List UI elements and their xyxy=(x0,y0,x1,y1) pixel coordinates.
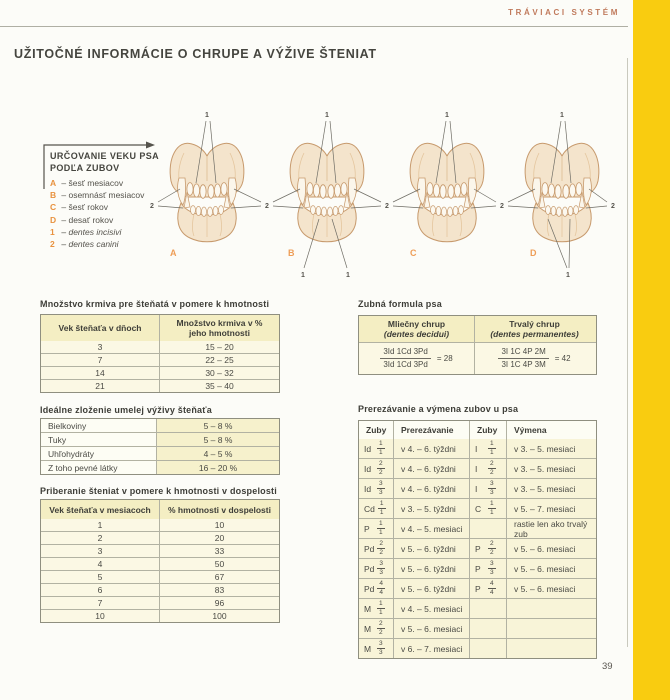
legend-item xyxy=(50,177,144,189)
tooth-upper-count: 3 xyxy=(377,641,385,650)
eruption-header-prerezavanie: Prerezávanie xyxy=(393,421,469,439)
nutrient-cell: Z toho pevné látky xyxy=(41,461,156,474)
eruption-time-cell: v 5. – 6. mesiaci xyxy=(393,619,469,638)
tooth-upper-count: 1 xyxy=(377,521,385,530)
table-row xyxy=(41,609,279,622)
jaw-illustrations xyxy=(140,105,630,285)
weight-percent-cell: 20 xyxy=(159,532,279,544)
tooth-lower-count: 1 xyxy=(379,509,384,516)
tooth-upper-count: 1 xyxy=(377,601,385,610)
eruption-time-cell: v 6. – 7. mesiaci xyxy=(393,639,469,658)
milk-formula-lower: 3Id 1Cd 3Pd xyxy=(383,360,428,369)
permanent-tooth-cell xyxy=(469,479,506,498)
permanent-teeth-header-line2: (dentes permanentes) xyxy=(490,329,579,339)
tooth-symbol: Id xyxy=(364,463,372,474)
legend-title-line1: URČOVANIE VEKU PSA xyxy=(50,151,160,161)
weight-percent-cell: 50 xyxy=(159,558,279,570)
feeding-table-header xyxy=(41,315,279,341)
weight-percent-cell: 33 xyxy=(159,545,279,557)
permanent-teeth-header-line1: Trvalý chrup xyxy=(509,319,560,329)
composition-table xyxy=(40,418,280,475)
jaw-label-c: C xyxy=(410,248,418,258)
eruption-header-vymena: Výmena xyxy=(506,421,594,439)
tooth-lower-count: 4 xyxy=(379,589,384,596)
change-time-cell: v 5. – 7. mesiaci xyxy=(506,499,594,518)
growth-table-body xyxy=(41,519,279,622)
milk-tooth-cell xyxy=(359,519,393,538)
tooth-lower-count: 2 xyxy=(490,549,494,556)
tooth-lower-count: 3 xyxy=(379,649,383,656)
table-row xyxy=(359,638,596,658)
weight-percent-cell: 10 xyxy=(159,519,279,531)
tooth-upper-count: 1 xyxy=(377,441,385,450)
age-months-cell: 3 xyxy=(97,546,103,556)
permanent-tooth-cell xyxy=(469,459,506,478)
tooth-upper-count: 2 xyxy=(377,621,385,630)
milk-tooth-cell xyxy=(359,579,393,598)
callout-2: 2 xyxy=(385,203,389,210)
tooth-symbol: Pd xyxy=(364,563,375,574)
table-row xyxy=(41,341,279,353)
tooth-upper-count: 2 xyxy=(488,541,496,550)
table-row xyxy=(41,531,279,544)
age-months-cell: 1 xyxy=(97,520,103,530)
callout-2: 2 xyxy=(150,203,154,210)
jaw-label-d: D xyxy=(530,248,538,258)
permanent-tooth-cell xyxy=(469,579,506,598)
table-row xyxy=(359,458,596,478)
callout-1: 1 xyxy=(205,112,209,119)
eruption-header-zuby2: Zuby xyxy=(469,421,506,439)
milk-formula-upper: 3Id 1Cd 3Pd xyxy=(380,347,430,359)
page-title: UŽITOČNÉ INFORMÁCIE O CHRUPE A VÝŽIVE ŠTENIAT xyxy=(14,47,377,61)
milk-tooth-cell xyxy=(359,559,393,578)
feeding-col2-header: Množstvo krmiva v % jeho hmotnosti xyxy=(159,315,279,341)
change-time-cell: v 3. – 5. mesiaci xyxy=(506,479,594,498)
tooth-lower-count: 1 xyxy=(379,529,383,536)
age-days-cell: 7 xyxy=(97,355,103,365)
callout-1: 1 xyxy=(566,272,570,279)
tooth-symbol: Pd xyxy=(364,543,375,554)
permanent-formula-total: = 42 xyxy=(554,354,571,363)
jaw-label-b: B xyxy=(288,248,296,258)
tooth-symbol: P xyxy=(475,583,481,594)
header-rule xyxy=(0,26,628,27)
age-months-cell: 7 xyxy=(97,598,103,608)
change-time-cell: v 3. – 5. mesiaci xyxy=(506,439,594,458)
milk-teeth-header xyxy=(359,316,474,342)
tooth-upper-count: 3 xyxy=(377,481,385,490)
tooth-symbol: I xyxy=(475,463,478,474)
weight-percent-cell: 100 xyxy=(159,610,279,622)
table-row xyxy=(359,498,596,518)
milk-tooth-cell xyxy=(359,539,393,558)
section-header: TRÁVIACI SYSTÉM xyxy=(508,8,620,17)
change-time-cell: v 5. – 6. mesiaci xyxy=(506,559,594,578)
tooth-upper-count: 3 xyxy=(377,561,385,570)
callout-1: 1 xyxy=(560,112,564,119)
eruption-time-cell: v 5. – 6. týždni xyxy=(393,579,469,598)
eruption-time-cell: v 4. – 5. mesiaci xyxy=(393,599,469,618)
legend-items xyxy=(50,177,144,250)
change-time-cell: v 5. – 6. mesiaci xyxy=(506,539,594,558)
table-row xyxy=(41,557,279,570)
eruption-time-cell: v 5. – 6. týždni xyxy=(393,559,469,578)
permanent-tooth-cell xyxy=(469,439,506,458)
change-time-cell xyxy=(506,599,594,618)
amount-cell: 30 – 32 xyxy=(159,367,279,379)
eruption-time-cell: v 4. – 5. mesiaci xyxy=(393,519,469,538)
milk-tooth-cell xyxy=(359,499,393,518)
milk-teeth-header-line2: (dentes decidui) xyxy=(383,329,450,339)
tooth-lower-count: 2 xyxy=(379,469,383,476)
age-months-cell: 5 xyxy=(97,572,103,582)
eruption-table xyxy=(358,420,597,659)
weight-percent-cell: 67 xyxy=(159,571,279,583)
tooth-symbol: C xyxy=(475,503,482,514)
tooth-lower-count: 1 xyxy=(490,509,494,516)
legend-item-label: – šesť mesiacov xyxy=(61,178,124,188)
tooth-upper-count: 1 xyxy=(488,441,496,450)
table-row xyxy=(359,598,596,618)
amount-cell: 35 – 40 xyxy=(159,380,279,392)
table-row xyxy=(359,518,596,538)
tooth-symbol: Cd xyxy=(364,503,375,514)
tooth-symbol: M xyxy=(364,603,372,614)
change-time-cell xyxy=(506,639,594,658)
growth-col2-header: % hmotnosti v dospelosti xyxy=(159,500,279,519)
eruption-time-cell: v 4. – 6. týždni xyxy=(393,439,469,458)
tooth-symbol: I xyxy=(475,483,478,494)
table-row xyxy=(41,460,279,474)
callout-2: 2 xyxy=(265,203,269,210)
tooth-symbol: Id xyxy=(364,443,372,454)
permanent-formula-lower: 3I 1C 4P 3M xyxy=(501,360,546,369)
milk-tooth-cell xyxy=(359,639,393,658)
age-days-cell: 3 xyxy=(97,342,103,352)
callout-1: 1 xyxy=(325,112,329,119)
tooth-lower-count: 1 xyxy=(379,609,383,616)
table-row xyxy=(359,538,596,558)
tooth-upper-count: 3 xyxy=(488,561,496,570)
callout-1: 1 xyxy=(346,272,350,279)
change-time-cell: v 3. – 5. mesiaci xyxy=(506,459,594,478)
milk-formula-cell xyxy=(359,343,474,374)
feeding-table xyxy=(40,314,280,393)
legend-item xyxy=(50,201,144,213)
tooth-upper-count: 1 xyxy=(488,501,496,510)
eruption-time-cell: v 5. – 6. týždni xyxy=(393,539,469,558)
legend-item-label: – dentes canini xyxy=(61,239,119,250)
tooth-lower-count: 2 xyxy=(490,469,494,476)
tooth-symbol: P xyxy=(475,543,481,554)
permanent-formula-cell xyxy=(474,343,594,374)
callout-2: 2 xyxy=(500,203,504,210)
tooth-lower-count: 3 xyxy=(490,569,494,576)
table-row xyxy=(41,419,279,432)
callout-2: 2 xyxy=(611,203,615,210)
callout-1: 1 xyxy=(445,112,449,119)
legend-item-key: 1 xyxy=(50,226,55,237)
age-days-cell: 21 xyxy=(95,381,105,391)
age-months-cell: 6 xyxy=(97,585,103,595)
legend-item-label: – desať rokov xyxy=(61,214,114,225)
legend-item-key: 2 xyxy=(50,239,55,250)
table-row xyxy=(359,478,596,498)
age-months-cell: 2 xyxy=(97,533,103,543)
permanent-teeth-header xyxy=(474,316,594,342)
tooth-upper-count: 2 xyxy=(377,461,385,470)
eruption-time-cell: v 3. – 5. týždni xyxy=(393,499,469,518)
tooth-lower-count: 3 xyxy=(379,569,384,576)
milk-formula-total: = 28 xyxy=(436,354,453,363)
tooth-lower-count: 1 xyxy=(379,449,383,456)
legend-item-key: B xyxy=(50,190,57,201)
tooth-lower-count: 1 xyxy=(490,449,494,456)
legend-item xyxy=(50,238,144,250)
change-time-cell xyxy=(506,619,594,638)
milk-tooth-cell xyxy=(359,439,393,458)
table-row xyxy=(41,446,279,460)
jaw-drawing-b xyxy=(290,143,364,242)
permanent-tooth-cell xyxy=(469,559,506,578)
chapter-color-band xyxy=(633,0,670,700)
permanent-tooth-cell xyxy=(469,599,506,618)
tooth-symbol: I xyxy=(475,443,478,454)
table-row xyxy=(41,583,279,596)
jaw-drawing-c xyxy=(410,143,484,242)
tooth-symbol: P xyxy=(475,563,481,574)
page-number: 39 xyxy=(602,661,613,672)
eruption-table-body xyxy=(359,439,596,658)
eruption-time-cell: v 4. – 6. týždni xyxy=(393,479,469,498)
formula-table xyxy=(358,315,597,375)
feeding-col1-header: Vek šteňaťa v dňoch xyxy=(58,323,142,333)
age-months-cell: 10 xyxy=(95,611,105,621)
table-row xyxy=(359,618,596,638)
tooth-lower-count: 2 xyxy=(379,549,384,556)
legend-item-label: – osemnásť mesiacov xyxy=(61,190,145,201)
percentage-cell: 5 – 8 % xyxy=(156,419,279,432)
tooth-lower-count: 2 xyxy=(379,629,383,636)
jaw-drawing-d xyxy=(525,143,599,242)
legend-item-label: – dentes incisivi xyxy=(61,226,122,237)
tooth-lower-count: 3 xyxy=(379,489,383,496)
percentage-cell: 16 – 20 % xyxy=(156,461,279,474)
callout-1: 1 xyxy=(301,272,305,279)
legend-item-key: A xyxy=(50,178,57,188)
table-row xyxy=(41,353,279,366)
legend-item-label: – šesť rokov xyxy=(61,202,109,213)
tooth-lower-count: 3 xyxy=(490,489,494,496)
formula-table-title: Zubná formula psa xyxy=(358,299,442,309)
milk-tooth-cell xyxy=(359,479,393,498)
permanent-tooth-cell xyxy=(469,499,506,518)
amount-cell: 15 – 20 xyxy=(159,341,279,353)
amount-cell: 22 – 25 xyxy=(159,354,279,366)
permanent-tooth-cell xyxy=(469,519,506,538)
table-row xyxy=(359,578,596,598)
milk-tooth-cell xyxy=(359,599,393,618)
feeding-table-body xyxy=(41,341,279,392)
growth-table-title: Priberanie šteniat v pomere k hmotnosti v dospelosti xyxy=(40,486,277,496)
legend-item xyxy=(50,214,144,226)
table-row xyxy=(359,558,596,578)
growth-col1-header: Vek šteňaťa v mesiacoch xyxy=(49,504,151,515)
change-time-cell: rastie len ako trvalý zub xyxy=(506,519,594,538)
age-months-cell: 4 xyxy=(97,559,103,569)
eruption-table-header xyxy=(359,421,596,439)
permanent-tooth-cell xyxy=(469,539,506,558)
eruption-header-zuby1: Zuby xyxy=(366,425,387,435)
legend-item xyxy=(50,189,144,201)
tooth-lower-count: 4 xyxy=(490,589,494,596)
change-time-cell: v 5. – 6. mesiaci xyxy=(506,579,594,598)
percentage-cell: 4 – 5 % xyxy=(156,447,279,460)
eruption-time-cell: v 4. – 6. týždni xyxy=(393,459,469,478)
age-days-cell: 14 xyxy=(95,368,105,378)
tooth-symbol: P xyxy=(364,523,370,534)
weight-percent-cell: 96 xyxy=(159,597,279,609)
tooth-upper-count: 1 xyxy=(378,501,386,510)
legend-item-key: D xyxy=(50,214,57,225)
nutrient-cell: Tuky xyxy=(41,433,156,446)
growth-table xyxy=(40,499,280,623)
milk-teeth-header-line1: Mliečny chrup xyxy=(387,319,446,329)
table-row xyxy=(359,439,596,458)
composition-table-body xyxy=(41,419,279,474)
jaw-drawing-a xyxy=(170,143,244,242)
table-row xyxy=(41,379,279,392)
tooth-symbol: Id xyxy=(364,483,372,494)
permanent-tooth-cell xyxy=(469,639,506,658)
legend-item xyxy=(50,226,144,238)
legend-title-line2: PODĽA ZUBOV xyxy=(50,163,120,173)
tooth-symbol: M xyxy=(364,643,372,654)
table-row xyxy=(41,366,279,379)
legend-item-key: C xyxy=(50,202,57,213)
tooth-upper-count: 2 xyxy=(488,461,496,470)
feeding-table-title: Množstvo krmiva pre šteňatá v pomere k hmotnosti xyxy=(40,299,270,309)
tooth-upper-count: 4 xyxy=(377,581,385,590)
tooth-symbol: M xyxy=(364,623,372,634)
milk-tooth-cell xyxy=(359,459,393,478)
permanent-formula-upper: 3I 1C 4P 2M xyxy=(498,347,548,359)
jaw-label-a: A xyxy=(170,248,178,258)
tooth-upper-count: 3 xyxy=(488,481,496,490)
table-row xyxy=(41,544,279,557)
table-row xyxy=(41,432,279,446)
tooth-upper-count: 2 xyxy=(377,541,385,550)
nutrient-cell: Uhľohydráty xyxy=(41,447,156,460)
formula-table-header xyxy=(359,316,596,342)
table-row xyxy=(41,519,279,531)
composition-table-title: Ideálne zloženie umelej výživy šteňaťa xyxy=(40,405,212,415)
weight-percent-cell: 83 xyxy=(159,584,279,596)
nutrient-cell: Bielkoviny xyxy=(41,419,156,432)
permanent-tooth-cell xyxy=(469,619,506,638)
growth-table-header xyxy=(41,500,279,519)
table-row xyxy=(41,596,279,609)
eruption-table-title: Prerezávanie a výmena zubov u psa xyxy=(358,404,519,414)
milk-tooth-cell xyxy=(359,619,393,638)
tooth-upper-count: 4 xyxy=(488,581,496,590)
percentage-cell: 5 – 8 % xyxy=(156,433,279,446)
formula-table-body xyxy=(359,342,596,374)
table-row xyxy=(41,570,279,583)
tooth-symbol: Pd xyxy=(364,583,375,594)
